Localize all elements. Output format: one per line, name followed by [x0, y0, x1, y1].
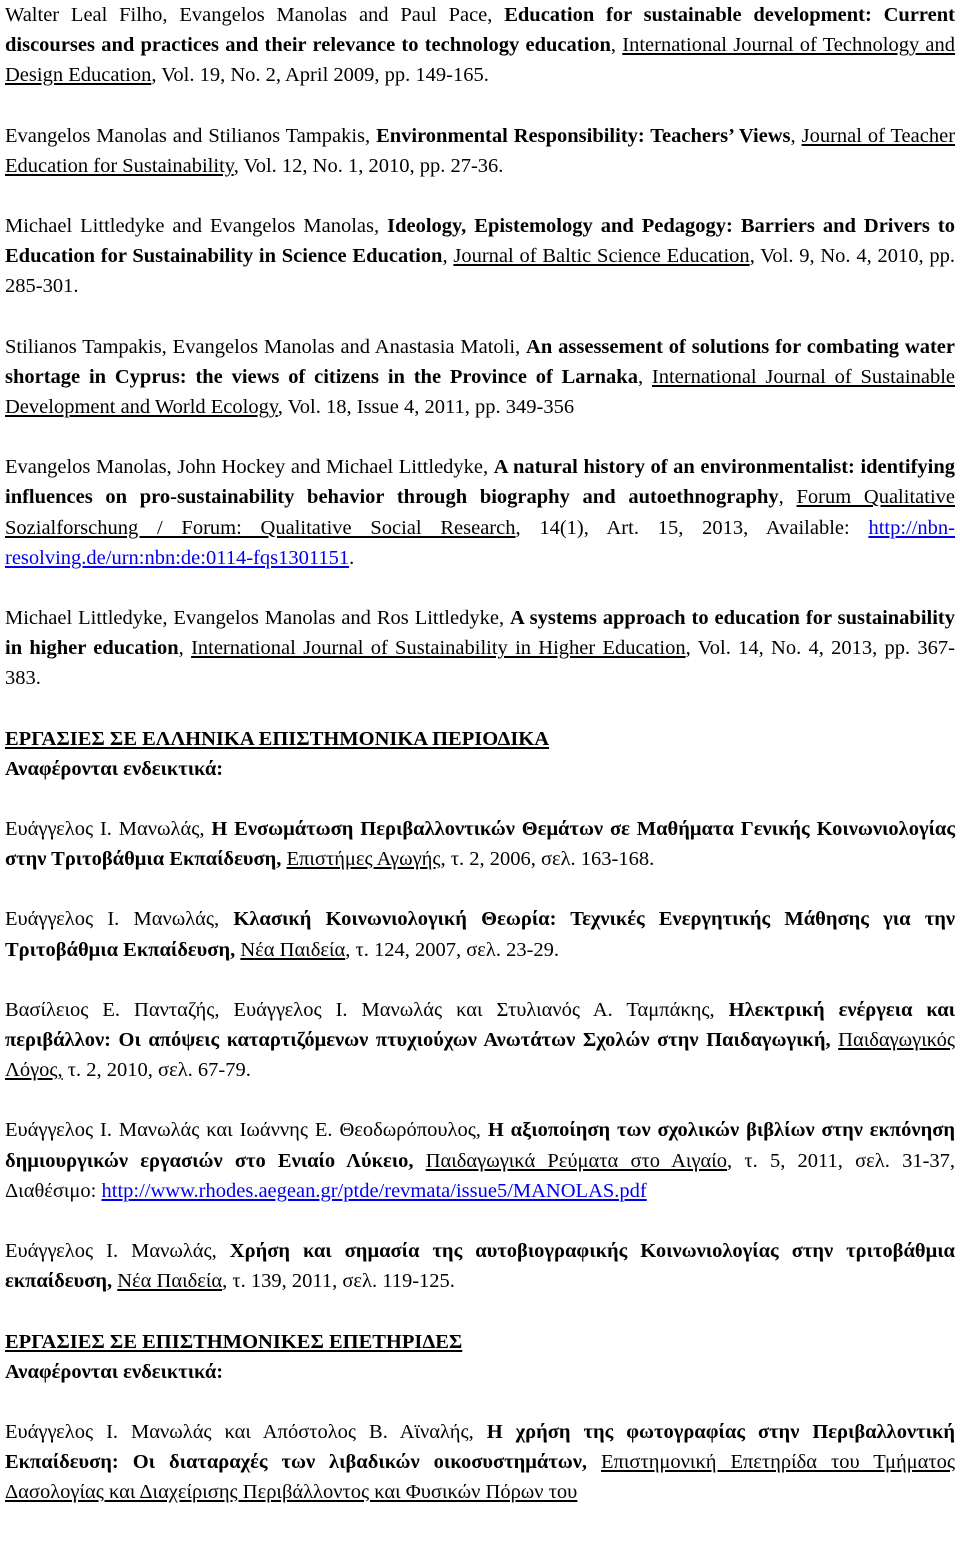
- reference-title: Ideology, Epistemology and Pedagogy: Barriers and Drivers to Education for Sustainability in Science Education: [5, 215, 955, 268]
- reference-separator: ,: [778, 486, 797, 509]
- reference-separator: ,: [442, 245, 454, 268]
- reference-entry: [5, 0, 955, 91]
- reference-entry: [5, 332, 955, 423]
- reference-journal: Παιδαγωγικά Ρεύματα στο Αιγαίο: [425, 1149, 728, 1172]
- reference-details: , Vol. 12, No. 1, 2010, pp. 27-36.: [233, 154, 504, 177]
- reference-entry: [5, 603, 955, 694]
- section-greek-journals: [5, 724, 955, 784]
- section-subheading: Αναφέρονται ενδεικτικά:: [5, 757, 224, 780]
- reference-after-link: .: [349, 546, 355, 569]
- reference-details: , Vol. 19, No. 2, April 2009, pp. 149-165.: [151, 64, 489, 87]
- section-heading: ΕΡΓΑΣΙΕΣ ΣΕ ΕΛΛΗΝΙΚΑ ΕΠΙΣΤΗΜΟΝΙΚΑ ΠΕΡΙΟΔΙΚΑ: [5, 727, 550, 750]
- reference-entry: [5, 814, 955, 874]
- reference-link[interactable]: http://www.rhodes.aegean.gr/ptde/revmata/issue5/MANOLAS.pdf: [101, 1179, 647, 1202]
- reference-separator: ,: [178, 637, 192, 660]
- reference-journal: International Journal of Sustainability in Higher Education: [191, 637, 686, 660]
- reference-title: Η χρήση της φωτογραφίας στην Περιβαλλοντική Εκπαίδευση: Οι διαταραχές των λιβαδικών οικοσυστημάτων,: [5, 1420, 955, 1474]
- reference-separator: ,: [637, 365, 652, 388]
- reference-separator: ,: [790, 124, 802, 147]
- reference-authors: Stilianos Tampakis, Evangelos Manolas and Anastasia Matoli,: [5, 335, 527, 358]
- reference-details: , τ. 5, 2011, σελ. 31-37, Διαθέσιμο:: [5, 1149, 956, 1202]
- reference-details: , τ. 124, 2007, σελ. 23-29.: [345, 938, 560, 961]
- reference-title: Education for sustainable development: Current discourses and practices and their relevance to technology education: [5, 4, 955, 57]
- reference-journal: International Journal of Technology and Design Education: [5, 34, 956, 87]
- reference-authors: Ευάγγελος Ι. Μανωλάς,: [5, 1240, 230, 1263]
- reference-journal: Παιδαγωγικός Λόγος,: [5, 1029, 955, 1082]
- reference-title: An assessement of solutions for combating water shortage in Cyprus: the views of citizens in the Province of Larnaka: [5, 335, 955, 388]
- reference-details: , Vol. 18, Issue 4, 2011, pp. 349-356: [277, 396, 575, 419]
- reference-authors: Michael Littledyke, Evangelos Manolas and Ros Littledyke,: [5, 607, 511, 630]
- reference-title: Ηλεκτρική ενέργεια και περιβάλλον: Οι απόψεις καταρτιζόμενων πτυχιούχων Ανωτάτων Σχολών στην Παιδαγωγική,: [5, 998, 956, 1052]
- reference-journal: Επιστήμες Αγωγής: [286, 848, 441, 871]
- reference-separator: ,: [610, 34, 623, 57]
- reference-details: , τ. 139, 2011, σελ. 119-125.: [222, 1270, 455, 1293]
- reference-details: , Vol. 14, No. 4, 2013, pp. 367-383.: [5, 637, 956, 690]
- reference-title: Η αξιοποίηση των σχολικών βιβλίων στην εκπόνηση δημιουργικών εργασιών στο Ενιαίο Λύκειο,: [5, 1119, 956, 1172]
- reference-title: A systems approach to education for sustainability in higher education: [5, 607, 955, 660]
- reference-title: Κλασική Κοινωνιολογική Θεωρία: Τεχνικές Ενεργητικής Μάθησης για την Τριτοβάθμια Εκπαίδευση,: [5, 908, 956, 961]
- section-yearbooks: [5, 1327, 955, 1387]
- reference-journal: Journal of Baltic Science Education: [453, 245, 750, 268]
- section-heading: ΕΡΓΑΣΙΕΣ ΣΕ ΕΠΙΣΤΗΜΟΝΙΚΕΣ ΕΠΕΤΗΡΙΔΕΣ: [5, 1330, 463, 1353]
- reference-authors: Michael Littledyke and Evangelos Manolas,: [5, 215, 388, 238]
- reference-title: A natural history of an environmentalist: identifying influences on pro-sustainability behavior through biography and autoethnography: [5, 456, 955, 509]
- reference-title: Χρήση και σημασία της αυτοβιογραφικής Κοινωνιολογίας στην τριτοβάθμια εκπαίδευση,: [5, 1240, 956, 1293]
- reference-journal: Επιστημονική Επετηρίδα του Τμήματος Δασολογίας και Διαχείρισης Περιβάλλοντος και Φυσικών Πόρων του: [5, 1451, 955, 1504]
- reference-journal: Journal of Teacher Education for Sustainability: [5, 124, 956, 177]
- reference-journal: Νέα Παιδεία: [117, 1270, 223, 1293]
- reference-separator: [413, 1150, 425, 1172]
- reference-journal: International Journal of Sustainable Development and World Ecology: [5, 365, 955, 419]
- reference-journal: Forum Qualitative Sozialforschung / Forum: Qualitative Social Research: [5, 486, 955, 539]
- reference-authors: Ευάγγελος Ι. Μανωλάς και Απόστολος Β. Αϊναλής,: [5, 1420, 487, 1443]
- reference-entry: [5, 1115, 955, 1206]
- reference-authors: Walter Leal Filho, Evangelos Manolas and Paul Pace,: [5, 4, 505, 26]
- reference-authors: Evangelos Manolas and Stilianos Tampakis,: [5, 124, 377, 147]
- reference-entry: [5, 211, 955, 302]
- reference-entry: [5, 121, 955, 181]
- reference-details: τ. 2, 2010, σελ. 67-79.: [62, 1059, 251, 1082]
- reference-link[interactable]: http://nbn-resolving.de/urn:nbn:de:0114-fqs1301151: [5, 516, 955, 569]
- reference-authors: Ευάγγελος Ι. Μανωλάς,: [5, 908, 234, 931]
- reference-separator: [587, 1451, 601, 1473]
- reference-entry: [5, 1417, 955, 1508]
- reference-title: Environmental Responsibility: Teachers’ Views: [376, 124, 791, 147]
- spacer: [5, 1387, 955, 1417]
- reference-title: Η Ενσωμάτωση Περιβαλλοντικών Θεμάτων σε Μαθήματα Γενικής Κοινωνιολογίας στην Τριτοβάθμια Εκπαίδευση,: [5, 818, 956, 871]
- reference-entry: [5, 452, 955, 573]
- reference-details: , τ. 2, 2006, σελ. 163-168.: [440, 848, 655, 871]
- reference-entry: [5, 1236, 955, 1296]
- spacer: [5, 784, 955, 814]
- reference-authors: Ευάγγελος Ι. Μανωλάς,: [5, 818, 212, 841]
- reference-authors: Ευάγγελος Ι. Μανωλάς και Ιωάννης Ε. Θεοδωρόπουλος,: [5, 1119, 488, 1142]
- reference-entry: [5, 904, 955, 964]
- reference-entry: [5, 995, 955, 1086]
- reference-authors: Evangelos Manolas, John Hockey and Michael Littledyke,: [5, 456, 494, 479]
- section-subheading: Αναφέρονται ενδεικτικά:: [5, 1360, 224, 1383]
- reference-authors: Βασίλειος Ε. Πανταζής, Ευάγγελος Ι. Μανωλάς και Στυλιανός Α. Ταμπάκης,: [5, 998, 729, 1021]
- reference-details: , 14(1), Art. 15, 2013, Available:: [515, 516, 869, 539]
- reference-journal: Νέα Παιδεία: [240, 938, 346, 961]
- reference-details: , Vol. 9, No. 4, 2010, pp. 285-301.: [5, 245, 956, 298]
